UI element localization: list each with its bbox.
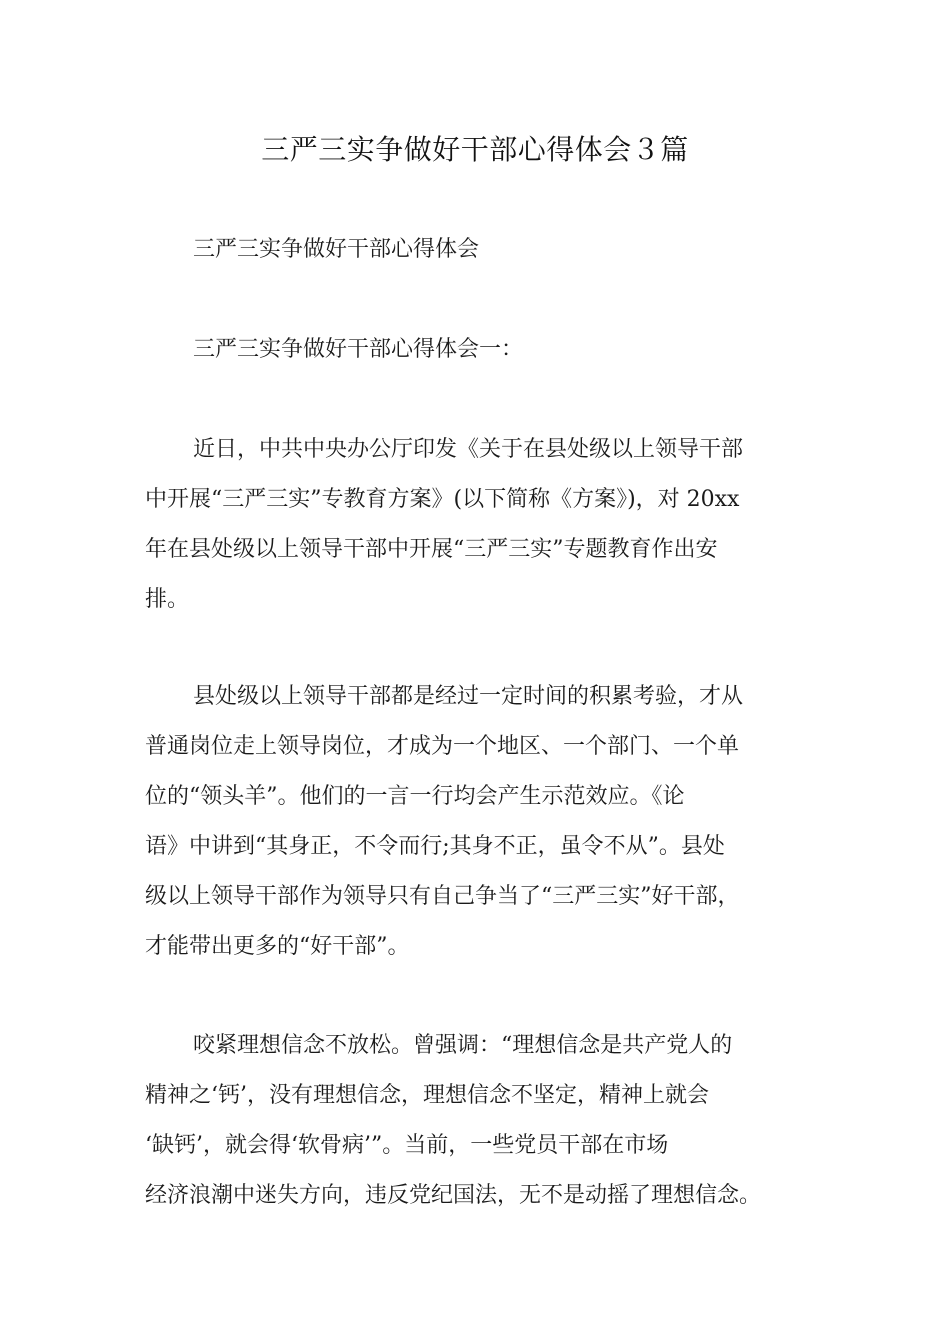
- section-heading: [145, 325, 817, 375]
- paragraph-line: ‘缺钙’，就会得‘软骨病’”。当前，一些党员干部在市场: [145, 1133, 669, 1158]
- paragraph-line: 中开展“三严三实”专教育方案》(以下简称《方案》)，对 20xx: [145, 487, 740, 512]
- paragraph-3: [145, 1021, 817, 1221]
- paragraph-line: 咬紧理想信念不放松。曾强调：“理想信念是共产党人的: [193, 1033, 733, 1058]
- paragraph-line: 普通岗位走上领导岗位，才成为一个地区、一个部门、一个单: [145, 734, 740, 759]
- paragraph-line: 级以上领导干部作为领导只有自己争当了“三严三实”好干部，: [145, 884, 740, 909]
- paragraph-line: 近日，中共中央办公厅印发《关于在县处级以上领导干部: [193, 437, 744, 462]
- paragraph-line: 精神之‘钙’，没有理想信念，理想信念不坚定，精神上就会: [145, 1083, 709, 1108]
- document-title: 三严三实争做好干部心得体会３篇: [261, 133, 689, 166]
- subtitle: [145, 225, 817, 275]
- section-heading-text: 三严三实争做好干部心得体会一：: [193, 337, 524, 362]
- subtitle-text: 三严三实争做好干部心得体会: [193, 237, 480, 262]
- paragraph-line: 县处级以上领导干部都是经过一定时间的积累考验，才从: [193, 684, 744, 709]
- paragraph-line: 位的“领头羊”。他们的一言一行均会产生示范效应。《论: [145, 784, 685, 809]
- paragraph-line: 年在县处级以上领导干部中开展“三严三实”专题教育作出安: [145, 537, 718, 562]
- paragraph-line: 经济浪潮中迷失方向，违反党纪国法，无不是动摇了理想信念。: [145, 1183, 762, 1208]
- paragraph-2: [145, 672, 817, 972]
- paragraph-line: 语》中讲到“其身正，不令而行;其身不正，虽令不从”。县处: [145, 834, 725, 859]
- paragraph-1: [145, 425, 817, 625]
- paragraph-line: 排。: [145, 587, 190, 612]
- paragraph-line: 才能带出更多的“好干部”。: [145, 934, 410, 959]
